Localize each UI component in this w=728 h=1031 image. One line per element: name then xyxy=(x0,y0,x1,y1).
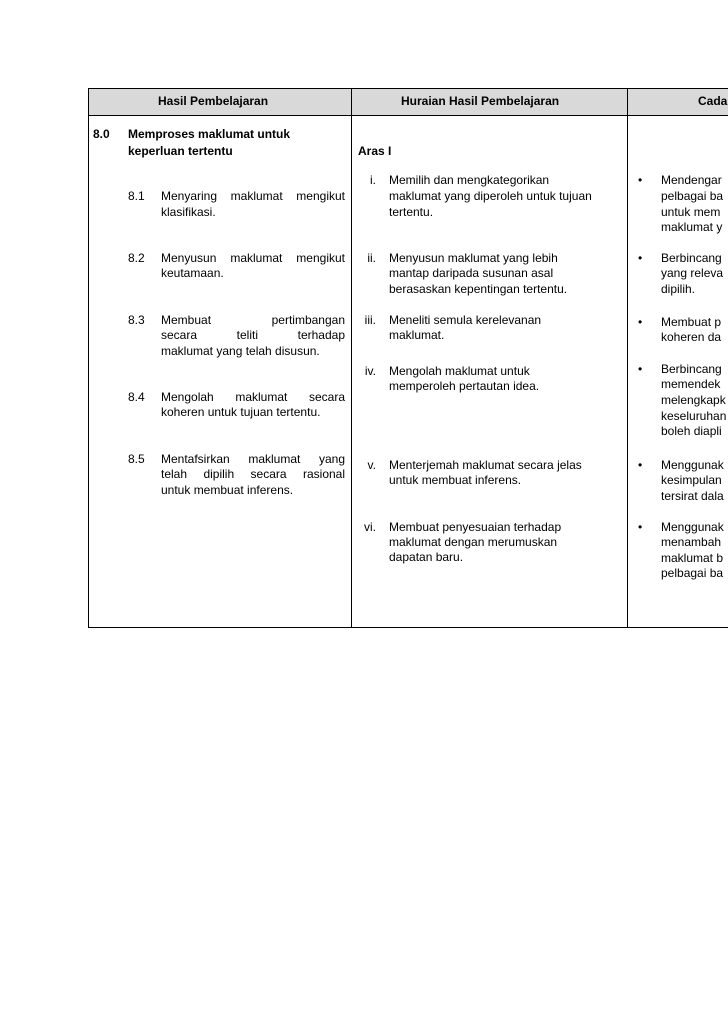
description-text-line: Mengolah maklumat untuk xyxy=(389,364,530,378)
description-text-line: Menterjemah maklumat secara jelas xyxy=(389,458,582,472)
description-text-line: Menyusun maklumat yang lebih xyxy=(389,251,558,265)
suggestion-text-line: Membuat p xyxy=(661,315,722,329)
suggestion-text-line: dipilih. xyxy=(661,282,696,296)
outcome-text-line: Membuat pertimbangan xyxy=(161,313,345,327)
outcome-text-line: koheren untuk tujuan tertentu. xyxy=(161,405,321,419)
bullet-icon: • xyxy=(638,173,643,187)
outcome-text-line: telah dipilih secara rasional xyxy=(161,467,345,481)
suggestion-text-line: koheren da xyxy=(661,330,722,344)
suggestion-text-line: maklumat b xyxy=(661,551,724,565)
outcome-text-line: Menyaring maklumat mengikut xyxy=(161,189,345,203)
description-text-line: Memilih dan mengkategorikan xyxy=(389,173,550,187)
description-text-line: dapatan baru. xyxy=(389,550,464,564)
level-label: Aras I xyxy=(358,144,392,158)
table-left-border xyxy=(88,88,89,628)
suggestion-text-line: memendek xyxy=(661,377,721,391)
suggestion-text-line: Berbincang xyxy=(661,251,722,265)
description-text-line: maklumat dengan merumuskan xyxy=(389,535,558,549)
outcome-number: 8.3 xyxy=(128,313,145,327)
suggestion-text-line: Menggunak xyxy=(661,458,724,472)
bullet-icon: • xyxy=(638,520,643,534)
suggestion-text-line: keseluruhan xyxy=(661,409,727,423)
suggestion-text-line: menambah xyxy=(661,535,722,549)
outcome-text-line: maklumat yang telah disusun. xyxy=(161,344,320,358)
description-number: iii. xyxy=(364,313,376,327)
bullet-icon: • xyxy=(638,251,643,265)
outcome-number: 8.5 xyxy=(128,452,145,466)
description-text-line: memperoleh pertautan idea. xyxy=(389,379,540,393)
outcome-text-line: Mengolah maklumat secara xyxy=(161,390,345,404)
suggestion-text-line: Mendengar xyxy=(661,173,722,187)
suggestion-text-line: Berbincang xyxy=(661,362,722,376)
suggestion-text-line: maklumat y xyxy=(661,220,723,234)
topic-title-line-2: keperluan tertentu xyxy=(128,144,233,158)
description-number: ii. xyxy=(367,251,376,265)
suggestion-text-line: tersirat dala xyxy=(661,489,724,503)
description-text-line: tertentu. xyxy=(389,205,434,219)
table-bottom-border xyxy=(88,627,728,628)
description-text-line: untuk membuat inferens. xyxy=(389,473,522,487)
suggestion-text-line: kesimpulan xyxy=(661,473,722,487)
bullet-icon: • xyxy=(638,458,643,472)
description-number: v. xyxy=(367,458,376,472)
description-text-line: berasaskan kepentingan tertentu. xyxy=(389,282,568,296)
topic-title-line-1: Memproses maklumat untuk xyxy=(128,127,291,141)
topic-number: 8.0 xyxy=(93,127,110,141)
header-hasil-pembelajaran: Hasil Pembelajaran xyxy=(158,94,269,108)
description-number: i. xyxy=(370,173,376,187)
suggestion-text-line: untuk mem xyxy=(661,205,721,219)
suggestion-text-line: Menggunak xyxy=(661,520,724,534)
suggestion-text-line: pelbagai ba xyxy=(661,566,724,580)
description-text-line: Membuat penyesuaian terhadap xyxy=(389,520,562,534)
header-huraian-hasil-pembelajaran: Huraian Hasil Pembelajaran xyxy=(401,94,560,108)
description-text-line: maklumat yang diperoleh untuk tujuan xyxy=(389,189,592,203)
outcome-text-line: untuk membuat inferens. xyxy=(161,483,294,497)
outcome-number: 8.4 xyxy=(128,390,145,404)
suggestions-column xyxy=(628,116,728,627)
suggestion-text-line: melengkapk xyxy=(661,393,726,407)
bullet-icon: • xyxy=(638,315,643,329)
header-cadangan: Cada xyxy=(698,94,728,108)
outcome-number: 8.1 xyxy=(128,189,145,203)
outcome-text-line: klasifikasi. xyxy=(161,205,216,219)
suggestion-text-line: yang releva xyxy=(661,266,724,280)
description-number: iv. xyxy=(364,364,376,378)
description-text-line: Meneliti semula kerelevanan xyxy=(389,313,542,327)
description-number: vi. xyxy=(364,520,376,534)
bullet-icon: • xyxy=(638,362,643,376)
outcome-text-line: Mentafsirkan maklumat yang xyxy=(161,452,345,466)
description-text-line: mantap daripada susunan asal xyxy=(389,266,554,280)
table-top-border xyxy=(88,88,728,89)
suggestion-text-line: boleh diapli xyxy=(661,424,722,438)
description-text-line: maklumat. xyxy=(389,328,445,342)
suggestion-text-line: pelbagai ba xyxy=(661,189,724,203)
column-divider-1 xyxy=(351,88,352,628)
outcome-number: 8.2 xyxy=(128,251,145,265)
outcome-text-line: secara teliti terhadap xyxy=(161,328,345,342)
outcome-text-line: keutamaan. xyxy=(161,266,224,280)
outcome-text-line: Menyusun maklumat mengikut xyxy=(161,251,345,265)
